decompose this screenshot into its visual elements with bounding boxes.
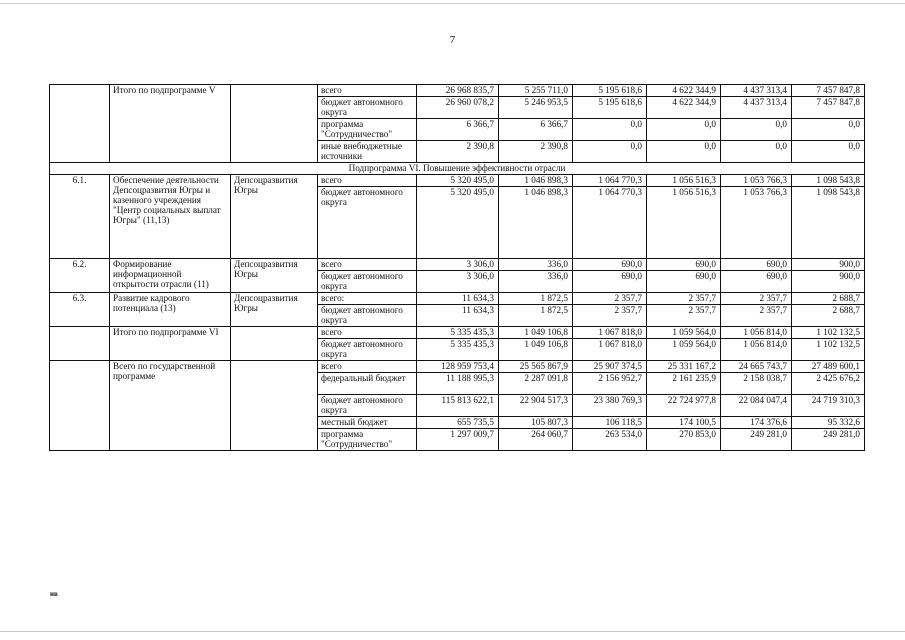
value-cell: 336,0 [499, 271, 573, 293]
value-cell: 1 102 132,5 [792, 327, 865, 339]
activity-3-name: Развитие кадрового потенциала (13) [110, 293, 231, 327]
funding-source-cell: всего [318, 259, 417, 271]
value-cell: 2 688,7 [792, 293, 865, 305]
value-cell: 0,0 [573, 119, 647, 141]
value-cell: 4 437 313,4 [721, 85, 792, 97]
value-cell: 900,0 [792, 259, 865, 271]
funding-source-cell: программа "Сотрудничество" [318, 119, 417, 141]
funding-source-cell: иные внебюджетные источники [318, 141, 417, 163]
value-cell: 11 188 995,3 [417, 373, 499, 395]
value-cell: 174 376,6 [721, 417, 792, 429]
value-cell: 1 102 132,5 [792, 339, 865, 361]
value-cell: 1 056 516,3 [647, 175, 721, 187]
funding-source-cell: бюджет автономного округа [318, 339, 417, 361]
activity-2-executor: Депсоцразвития Югры [231, 259, 318, 293]
value-cell: 3 306,0 [417, 271, 499, 293]
value-cell: 2 357,7 [721, 293, 792, 305]
value-cell: 26 968 835,7 [417, 85, 499, 97]
value-cell: 1 046 898,3 [499, 187, 573, 259]
value-cell: 174 100,5 [647, 417, 721, 429]
value-cell: 11 634,3 [417, 293, 499, 305]
funding-source-cell: бюджет автономного округа [318, 187, 417, 259]
funding-source-cell: всего [318, 361, 417, 373]
funding-source-cell: всего: [318, 293, 417, 305]
subprogram-v-total-row [50, 85, 865, 97]
subprogram-vi-title: Подпрограмма VI. Повышение эффективности отрасли [50, 163, 865, 175]
subprogram-vi-title-row [50, 163, 865, 175]
value-cell: 2 688,7 [792, 305, 865, 327]
value-cell: 6 366,7 [417, 119, 499, 141]
funding-source-cell: местный бюджет [318, 417, 417, 429]
value-cell: 263 534,0 [573, 429, 647, 451]
subprogram-v-total-code [50, 85, 110, 163]
program-total-name: Всего по государственной программе [110, 361, 231, 451]
value-cell: 1 059 564,0 [647, 339, 721, 361]
value-cell: 25 565 867,9 [499, 361, 573, 373]
value-cell: 27 489 600,1 [792, 361, 865, 373]
value-cell: 690,0 [573, 259, 647, 271]
value-cell: 7 457 847,8 [792, 97, 865, 119]
value-cell: 2 357,7 [647, 305, 721, 327]
value-cell: 690,0 [721, 271, 792, 293]
value-cell: 7 457 847,8 [792, 85, 865, 97]
value-cell: 270 853,0 [647, 429, 721, 451]
value-cell: 1 053 766,3 [721, 175, 792, 187]
value-cell: 5 195 618,6 [573, 97, 647, 119]
value-cell: 1 872,5 [499, 305, 573, 327]
scan-top-line [0, 3, 905, 4]
activity-1-name: Обеспечение деятельности Депсоцразвития Югры и казенного учреждения "Центр социальных выплат Югры" (11,13) [110, 175, 231, 259]
value-cell: 5 335 435,3 [417, 327, 499, 339]
value-cell: 1 053 766,3 [721, 187, 792, 259]
activity-2-name: Формирование информационной открытости отрасли (11) [110, 259, 231, 293]
value-cell: 900,0 [792, 271, 865, 293]
value-cell: 2 156 952,7 [573, 373, 647, 395]
value-cell: 25 331 167,2 [647, 361, 721, 373]
value-cell: 2 390,8 [499, 141, 573, 163]
funding-source-cell: программа "Сотрудничество" [318, 429, 417, 451]
value-cell: 1 059 564,0 [647, 327, 721, 339]
value-cell: 0,0 [647, 141, 721, 163]
value-cell: 5 335 435,3 [417, 339, 499, 361]
activity-3-code: 6.3. [50, 293, 110, 327]
value-cell: 95 332,6 [792, 417, 865, 429]
value-cell: 22 084 047,4 [721, 395, 792, 417]
value-cell: 6 366,7 [499, 119, 573, 141]
value-cell: 4 622 344,9 [647, 97, 721, 119]
value-cell: 26 960 078,2 [417, 97, 499, 119]
value-cell: 1 064 770,3 [573, 175, 647, 187]
value-cell: 106 118,5 [573, 417, 647, 429]
value-cell: 1 056 516,3 [647, 187, 721, 259]
value-cell: 5 320 495,0 [417, 175, 499, 187]
value-cell: 1 049 106,8 [499, 339, 573, 361]
funding-source-cell: бюджет автономного округа [318, 97, 417, 119]
program-total-row [50, 361, 865, 373]
funding-source-cell: всего [318, 175, 417, 187]
value-cell: 690,0 [573, 271, 647, 293]
value-cell: 5 255 711,0 [499, 85, 573, 97]
value-cell: 1 056 814,0 [721, 339, 792, 361]
value-cell: 22 904 517,3 [499, 395, 573, 417]
value-cell: 249 281,0 [721, 429, 792, 451]
value-cell: 2 390,8 [417, 141, 499, 163]
funding-source-cell: бюджет автономного округа [318, 395, 417, 417]
value-cell: 2 357,7 [573, 293, 647, 305]
value-cell: 0,0 [573, 141, 647, 163]
value-cell: 264 060,7 [499, 429, 573, 451]
value-cell: 336,0 [499, 259, 573, 271]
value-cell: 1 067 818,0 [573, 327, 647, 339]
value-cell: 105 807,3 [499, 417, 573, 429]
value-cell: 25 907 374,5 [573, 361, 647, 373]
funding-source-cell: всего [318, 85, 417, 97]
value-cell: 690,0 [647, 259, 721, 271]
subprogram-vi-total-name: Итого по подпрограмме VI [110, 327, 231, 361]
subprogram-vi-total-code [50, 327, 110, 361]
value-cell: 22 724 977,8 [647, 395, 721, 417]
value-cell: 1 872,5 [499, 293, 573, 305]
scan-bottom-line [0, 631, 905, 632]
value-cell: 2 161 235,9 [647, 373, 721, 395]
value-cell: 0,0 [721, 119, 792, 141]
value-cell: 5 195 618,6 [573, 85, 647, 97]
value-cell: 690,0 [721, 259, 792, 271]
value-cell: 4 437 313,4 [721, 97, 792, 119]
activity-1-code: 6.1. [50, 175, 110, 259]
program-total-executor [231, 361, 318, 451]
value-cell: 1 067 818,0 [573, 339, 647, 361]
value-cell: 2 357,7 [647, 293, 721, 305]
value-cell: 690,0 [647, 271, 721, 293]
value-cell: 5 246 953,5 [499, 97, 573, 119]
value-cell: 1 049 106,8 [499, 327, 573, 339]
value-cell: 1 098 543,8 [792, 187, 865, 259]
value-cell: 128 959 753,4 [417, 361, 499, 373]
activity-3-row [50, 293, 865, 305]
value-cell: 5 320 495,0 [417, 187, 499, 259]
value-cell: 2 158 038,7 [721, 373, 792, 395]
activity-1-row [50, 175, 865, 187]
value-cell: 655 735,5 [417, 417, 499, 429]
value-cell: 24 665 743,7 [721, 361, 792, 373]
footer-mark: ив [50, 590, 58, 598]
subprogram-v-total-name: Итого по подпрограмме V [110, 85, 231, 163]
program-funding-table [49, 84, 865, 451]
value-cell: 23 380 769,3 [573, 395, 647, 417]
activity-3-executor: Депсоцразвития Югры [231, 293, 318, 327]
value-cell: 2 357,7 [573, 305, 647, 327]
value-cell: 2 425 676,2 [792, 373, 865, 395]
program-total-code [50, 361, 110, 451]
subprogram-v-total-executor [231, 85, 318, 163]
value-cell: 1 297 009,7 [417, 429, 499, 451]
value-cell: 0,0 [792, 141, 865, 163]
value-cell: 2 287 091,8 [499, 373, 573, 395]
funding-source-cell: федеральный бюджет [318, 373, 417, 395]
value-cell: 1 064 770,3 [573, 187, 647, 259]
value-cell: 0,0 [647, 119, 721, 141]
value-cell: 3 306,0 [417, 259, 499, 271]
value-cell: 0,0 [721, 141, 792, 163]
value-cell: 1 056 814,0 [721, 327, 792, 339]
activity-2-code: 6.2. [50, 259, 110, 293]
funding-source-cell: всего [318, 327, 417, 339]
subprogram-vi-total-executor [231, 327, 318, 361]
value-cell: 1 046 898,3 [499, 175, 573, 187]
value-cell: 11 634,3 [417, 305, 499, 327]
funding-source-cell: бюджет автономного округа [318, 305, 417, 327]
value-cell: 0,0 [792, 119, 865, 141]
value-cell: 4 622 344,9 [647, 85, 721, 97]
activity-1-executor: Депсоцразвития Югры [231, 175, 318, 259]
value-cell: 115 813 622,1 [417, 395, 499, 417]
subprogram-vi-total-row [50, 327, 865, 339]
activity-2-row [50, 259, 865, 271]
value-cell: 24 719 310,3 [792, 395, 865, 417]
value-cell: 249 281,0 [792, 429, 865, 451]
page-number: 7 [449, 34, 456, 46]
funding-source-cell: бюджет автономного округа [318, 271, 417, 293]
value-cell: 2 357,7 [721, 305, 792, 327]
value-cell: 1 098 543,8 [792, 175, 865, 187]
